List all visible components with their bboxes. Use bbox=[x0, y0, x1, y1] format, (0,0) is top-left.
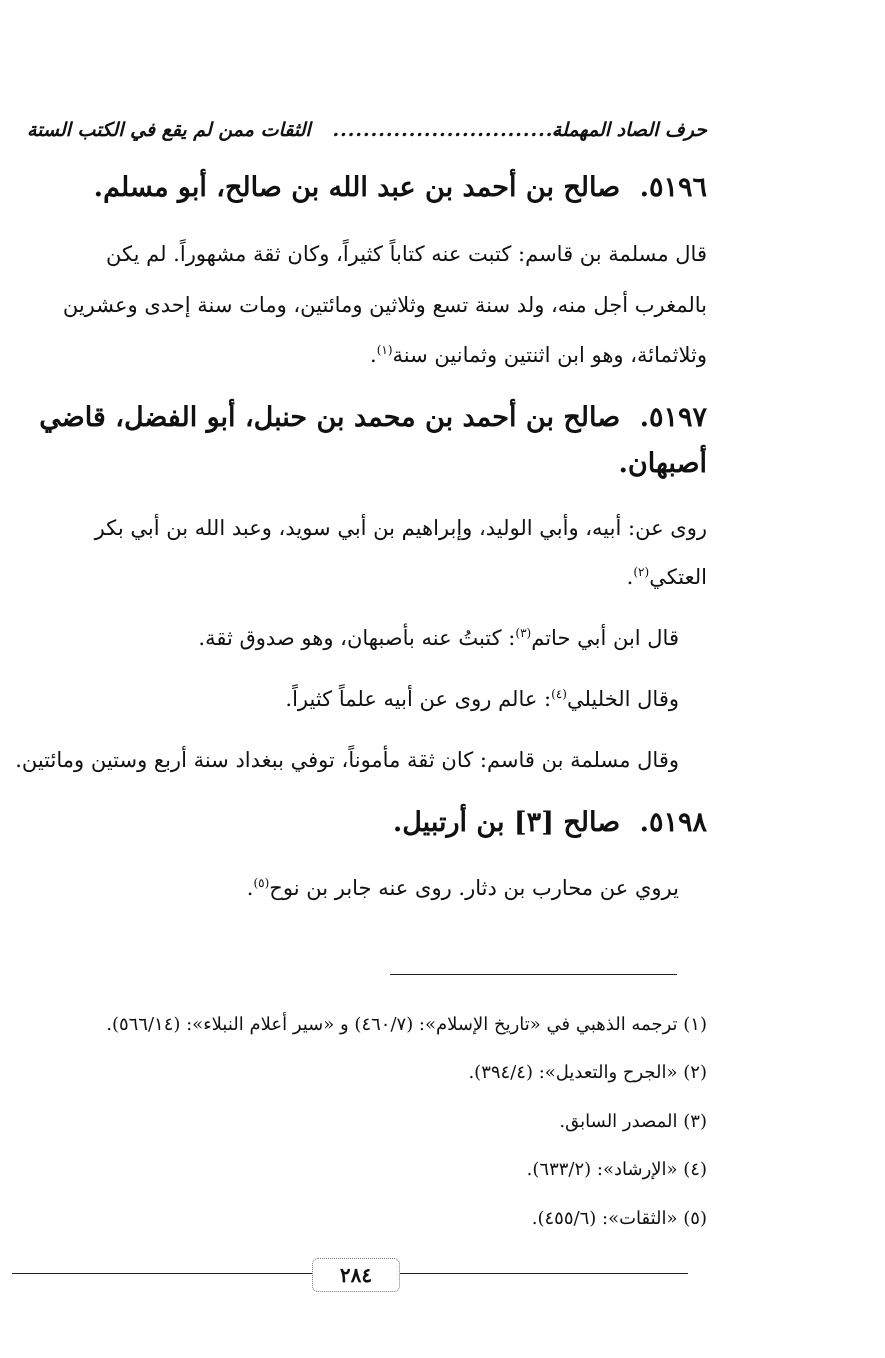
entry-5196-line-1: قال مسلمة بن قاسم: كتبت عنه كتاباً كثيراً، وكان ثقة مشهوراً. لم يكن bbox=[106, 242, 707, 266]
entry-text: وثلاثمائة، وهو ابن اثنتين وثمانين سنة bbox=[392, 343, 707, 367]
footnote-ref-1[interactable]: (١) bbox=[376, 343, 393, 357]
entry-number: ٥١٩٧. bbox=[639, 402, 707, 433]
entry-5197-title-line-2: أصبهان. bbox=[618, 448, 707, 479]
entry-text: العتكي bbox=[649, 565, 707, 589]
entry-5197-narration-1: روى عن: أبيه، وأبي الوليد، وإبراهيم بن أبي سويد، وعبد الله بن أبي بكر bbox=[94, 516, 707, 540]
footnote-ref-2[interactable]: (٢) bbox=[633, 565, 650, 579]
running-header bbox=[27, 113, 707, 147]
entry-5198-title bbox=[27, 801, 707, 845]
footnote-4: (٤) «الإرشاد»: (٦٣٣/٢). bbox=[526, 1159, 707, 1180]
page-number: ٢٨٤ bbox=[312, 1258, 400, 1292]
quote-text: : عالم روى عن أبيه علماً كثيراً. bbox=[285, 687, 552, 711]
entry-name: صالح [٣] بن أرتبيل. bbox=[392, 807, 621, 838]
footer-rule-right bbox=[400, 1273, 688, 1274]
entry-5197-title bbox=[27, 396, 707, 440]
footnote-2: (٢) «الجرح والتعديل»: (٣٩٤/٤). bbox=[468, 1062, 707, 1083]
header-chapter: حرف الصاد المهملة bbox=[551, 119, 707, 141]
entry-5197-narration-2: العتكي$^{(٢)}$. bbox=[626, 565, 707, 589]
header-dots: .............................. bbox=[332, 119, 561, 141]
footnote-5: (٥) «الثقات»: (٤٥٥/٦). bbox=[531, 1208, 707, 1229]
footnote-3: (٣) المصدر السابق. bbox=[559, 1111, 707, 1132]
footnote-ref-3[interactable]: (٣) bbox=[515, 626, 532, 640]
entry-text: يروي عن محارب بن دثار. روى عنه جابر بن نوح bbox=[269, 876, 679, 900]
entry-5196-title bbox=[27, 166, 707, 210]
entry-number: ٥١٩٦. bbox=[639, 172, 707, 203]
entry-5196-line-3: وثلاثمائة، وهو ابن اثنتين وثمانين سنة$^{(١)}$. bbox=[370, 343, 707, 367]
quote-source: وقال الخليلي bbox=[566, 687, 679, 711]
footnote-ref-4[interactable]: (٤) bbox=[551, 687, 567, 701]
entry-number: ٥١٩٨. bbox=[639, 807, 707, 838]
footnote-separator bbox=[390, 974, 677, 975]
entry-5197-quote-1 bbox=[0, 616, 679, 660]
header-book-title: الثقات ممن لم يقع في الكتب الستة bbox=[27, 119, 311, 141]
entry-name: صالح بن أحمد بن عبد الله بن صالح، أبو مسلم. bbox=[93, 172, 621, 203]
footnote-1: (١) ترجمه الذهبي في «تاريخ الإسلام»: (٤٦٠/٧) و «سير أعلام النبلاء»: (٥٦٦/١٤). bbox=[106, 1014, 707, 1035]
entry-5197-quote-2 bbox=[0, 677, 679, 721]
footnote-ref-5[interactable]: (٥) bbox=[253, 876, 270, 890]
footer-rule-left bbox=[12, 1273, 312, 1274]
entry-5196-line-2: بالمغرب أجل منه، ولد سنة تسع وثلاثين ومائتين، ومات سنة إحدى وعشرين bbox=[62, 293, 707, 317]
entry-5197-quote-3: وقال مسلمة بن قاسم: كان ثقة مأموناً، توفي ببغداد سنة أربع وستين ومائتين. bbox=[15, 748, 679, 772]
quote-text: : كتبتُ عنه بأصبهان، وهو صدوق ثقة. bbox=[198, 626, 516, 650]
quote-source: قال ابن أبي حاتم bbox=[531, 626, 679, 650]
entry-name: صالح بن أحمد بن محمد بن حنبل، أبو الفضل، قاضي bbox=[39, 402, 621, 433]
entry-5198-line: يروي عن محارب بن دثار. روى عنه جابر بن نوح$^{(٥)}$. bbox=[246, 876, 679, 900]
